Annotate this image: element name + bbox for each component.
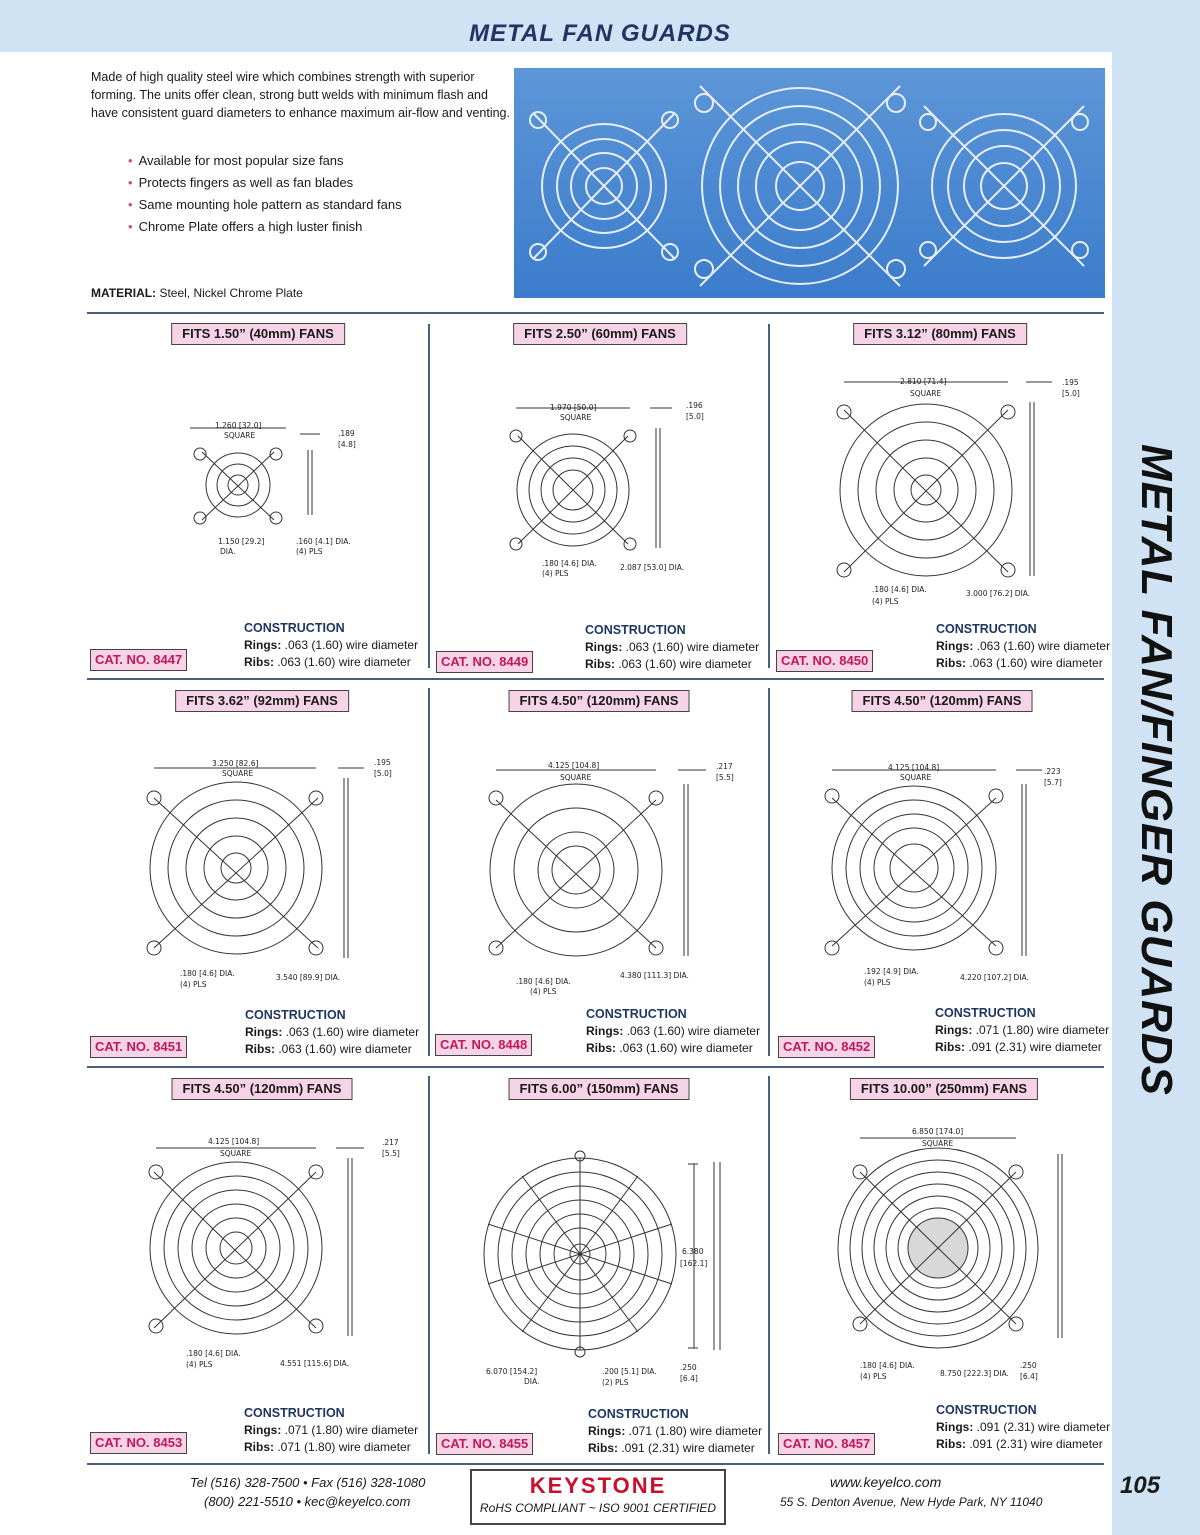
- svg-text:[5.7]: [5.7]: [1044, 778, 1062, 787]
- svg-text:8.750 [222.3] DIA.: 8.750 [222.3] DIA.: [940, 1369, 1009, 1378]
- svg-text:3.000 [76.2] DIA.: 3.000 [76.2] DIA.: [966, 589, 1031, 598]
- divider: [428, 688, 430, 1056]
- fits-label: FITS 3.12” (80mm) FANS: [853, 323, 1027, 345]
- svg-text:(4) PLS: (4) PLS: [860, 1372, 887, 1381]
- divider: [87, 1463, 1104, 1465]
- catalog-number: CAT. NO. 8450: [776, 650, 873, 672]
- sidebar-title: METAL FAN/FINGER GUARDS: [1132, 443, 1181, 1097]
- catalog-number: CAT. NO. 8457: [778, 1433, 875, 1455]
- svg-text:SQUARE: SQUARE: [560, 413, 592, 422]
- list-item: • Same mounting hole pattern as standard fans: [128, 197, 402, 212]
- construction-spec: CONSTRUCTION Rings: .063 (1.60) wire diameter Ribs: .063 (1.60) wire diameter: [245, 1008, 420, 1056]
- svg-text:.195: .195: [1062, 378, 1079, 387]
- construction-spec: CONSTRUCTION Rings: .091 (2.31) wire diameter Ribs: .091 (2.31) wire diameter: [936, 1403, 1111, 1451]
- svg-text:(4) PLS: (4) PLS: [864, 978, 891, 987]
- svg-text:4.125 [104.8]: 4.125 [104.8]: [888, 763, 940, 772]
- svg-text:.180 [4.6] DIA.: .180 [4.6] DIA.: [872, 585, 927, 594]
- catalog-number: CAT. NO. 8451: [90, 1036, 187, 1058]
- catalog-number: CAT. NO. 8447: [90, 649, 187, 671]
- material-line: MATERIAL: Steel, Nickel Chrome Plate: [91, 286, 303, 300]
- divider: [87, 1066, 1104, 1068]
- construction-spec: CONSTRUCTION Rings: .071 (1.80) wire diameter Ribs: .091 (2.31) wire diameter: [935, 1006, 1110, 1054]
- svg-text:6.070 [154.2]: 6.070 [154.2]: [486, 1367, 538, 1376]
- divider: [768, 324, 770, 668]
- svg-text:.196: .196: [686, 401, 703, 410]
- svg-text:(4) PLS: (4) PLS: [186, 1360, 213, 1369]
- divider: [428, 1076, 430, 1454]
- page-header: [0, 0, 1112, 52]
- svg-text:.180 [4.6] DIA.: .180 [4.6] DIA.: [542, 559, 597, 568]
- svg-text:1.260 [32.0]: 1.260 [32.0]: [215, 421, 262, 430]
- guard-drawing-8457: [826, 1124, 1090, 1384]
- svg-text:[5.5]: [5.5]: [382, 1149, 400, 1158]
- catalog-number: CAT. NO. 8449: [436, 651, 533, 673]
- svg-text:1.150 [29.2]: 1.150 [29.2]: [218, 537, 265, 546]
- svg-text:(4) PLS: (4) PLS: [296, 547, 323, 556]
- svg-text:.223: .223: [1044, 767, 1061, 776]
- guard-drawing-8455: [476, 1150, 726, 1390]
- fits-label: FITS 4.50” (120mm) FANS: [852, 690, 1033, 712]
- svg-text:.192 [4.9] DIA.: .192 [4.9] DIA.: [864, 967, 919, 976]
- guard-drawing-8447: [170, 420, 370, 560]
- svg-text:6.380: 6.380: [682, 1247, 704, 1256]
- svg-text:2.087 [53.0] DIA.: 2.087 [53.0] DIA.: [620, 563, 685, 572]
- keystone-logo: KEYSTONE RoHS COMPLIANT ~ ISO 9001 CERTIFIED: [470, 1469, 726, 1525]
- fits-label: FITS 4.50” (120mm) FANS: [509, 690, 690, 712]
- list-item: • Available for most popular size fans: [128, 153, 344, 168]
- svg-text:.250: .250: [680, 1363, 697, 1372]
- svg-text:.217: .217: [382, 1138, 399, 1147]
- svg-text:.160 [4.1] DIA.: .160 [4.1] DIA.: [296, 537, 351, 546]
- construction-spec: CONSTRUCTION Rings: .063 (1.60) wire diameter Ribs: .063 (1.60) wire diameter: [585, 623, 760, 671]
- svg-text:SQUARE: SQUARE: [560, 773, 592, 782]
- footer-tollfree: (800) 221-5510 • kec@keyelco.com: [204, 1494, 411, 1509]
- svg-text:DIA.: DIA.: [524, 1377, 540, 1386]
- fits-label: FITS 3.62” (92mm) FANS: [175, 690, 349, 712]
- guard-drawing-8452: [820, 760, 1090, 996]
- guard-drawing-8449: [500, 398, 720, 588]
- svg-text:SQUARE: SQUARE: [220, 1149, 252, 1158]
- svg-text:[5.0]: [5.0]: [686, 412, 704, 421]
- svg-text:(4) PLS: (4) PLS: [530, 987, 557, 996]
- svg-text:.180 [4.6] DIA.: .180 [4.6] DIA.: [186, 1349, 241, 1358]
- catalog-number: CAT. NO. 8448: [435, 1034, 532, 1056]
- construction-spec: CONSTRUCTION Rings: .071 (1.80) wire diameter Ribs: .071 (1.80) wire diameter: [244, 1406, 419, 1454]
- guard-drawing-8453: [140, 1136, 410, 1372]
- guard-drawing-8451: [140, 758, 410, 994]
- guard-drawing-8450: [830, 376, 1090, 606]
- construction-spec: CONSTRUCTION Rings: .063 (1.60) wire diameter Ribs: .063 (1.60) wire diameter: [586, 1007, 761, 1055]
- svg-text:SQUARE: SQUARE: [224, 431, 256, 440]
- intro-paragraph: Made of high quality steel wire which combines strength with superior forming. The units offer clean, strong butt welds with minimum flash and have consistent guard diameters to enhance maximum air-flow and venting.: [91, 70, 510, 120]
- svg-text:[4.8]: [4.8]: [338, 440, 356, 449]
- product-photo: [514, 68, 1105, 298]
- guard-drawing-8448: [480, 760, 750, 1000]
- list-item: • Chrome Plate offers a high luster finish: [128, 219, 363, 234]
- svg-text:(2) PLS: (2) PLS: [602, 1378, 629, 1387]
- catalog-number: CAT. NO. 8455: [436, 1433, 533, 1455]
- svg-text:[5.0]: [5.0]: [374, 769, 392, 778]
- divider: [768, 1076, 770, 1454]
- svg-text:[162.1]: [162.1]: [680, 1259, 708, 1268]
- svg-text:4.125 [104.8]: 4.125 [104.8]: [548, 761, 600, 770]
- svg-text:.250: .250: [1020, 1361, 1037, 1370]
- fits-label: FITS 4.50” (120mm) FANS: [172, 1078, 353, 1100]
- svg-text:3.250 [82.6]: 3.250 [82.6]: [212, 759, 259, 768]
- svg-text:SQUARE: SQUARE: [900, 773, 932, 782]
- svg-text:.180 [4.6] DIA.: .180 [4.6] DIA.: [180, 969, 235, 978]
- footer-phone: Tel (516) 328-7500 • Fax (516) 328-1080: [190, 1475, 426, 1490]
- page-title: METAL FAN GUARDS: [469, 20, 731, 47]
- svg-text:4.125 [104.8]: 4.125 [104.8]: [208, 1137, 260, 1146]
- list-item: • Protects fingers as well as fan blades: [128, 175, 354, 190]
- svg-text:4.220 [107.2] DIA.: 4.220 [107.2] DIA.: [960, 973, 1029, 982]
- certifications: RoHS COMPLIANT ~ ISO 9001 CERTIFIED: [479, 1501, 717, 1515]
- svg-text:1.970 [50.0]: 1.970 [50.0]: [550, 403, 597, 412]
- svg-text:[5.5]: [5.5]: [716, 773, 734, 782]
- svg-text:[6.4]: [6.4]: [680, 1374, 698, 1383]
- divider: [87, 678, 1104, 680]
- svg-text:2.810 [71.4]: 2.810 [71.4]: [900, 377, 947, 386]
- catalog-number: CAT. NO. 8453: [90, 1432, 187, 1454]
- catalog-number: CAT. NO. 8452: [778, 1036, 875, 1058]
- svg-text:.189: .189: [338, 429, 355, 438]
- construction-spec: CONSTRUCTION Rings: .063 (1.60) wire diameter Ribs: .063 (1.60) wire diameter: [936, 622, 1111, 670]
- divider: [768, 688, 770, 1056]
- svg-text:SQUARE: SQUARE: [910, 389, 942, 398]
- footer-website[interactable]: www.keyelco.com: [830, 1474, 942, 1490]
- fits-label: FITS 1.50” (40mm) FANS: [171, 323, 345, 345]
- svg-text:3.540 [89.9] DIA.: 3.540 [89.9] DIA.: [276, 973, 341, 982]
- svg-text:(4) PLS: (4) PLS: [542, 569, 569, 578]
- fits-label: FITS 10.00” (250mm) FANS: [850, 1078, 1038, 1100]
- svg-text:DIA.: DIA.: [220, 547, 236, 556]
- construction-spec: CONSTRUCTION Rings: .063 (1.60) wire diameter Ribs: .063 (1.60) wire diameter: [244, 621, 419, 669]
- svg-text:SQUARE: SQUARE: [222, 769, 254, 778]
- divider: [87, 312, 1104, 314]
- fits-label: FITS 2.50” (60mm) FANS: [513, 323, 687, 345]
- svg-text:6.850 [174.0]: 6.850 [174.0]: [912, 1127, 964, 1136]
- svg-text:.200 [5.1] DIA.: .200 [5.1] DIA.: [602, 1367, 657, 1376]
- construction-spec: CONSTRUCTION Rings: .071 (1.80) wire diameter Ribs: .091 (2.31) wire diameter: [588, 1407, 763, 1455]
- fits-label: FITS 6.00” (150mm) FANS: [509, 1078, 690, 1100]
- svg-text:.180 [4.6] DIA.: .180 [4.6] DIA.: [516, 977, 571, 986]
- feature-list: [128, 150, 402, 238]
- svg-text:.195: .195: [374, 758, 391, 767]
- footer-address: 55 S. Denton Avenue, New Hyde Park, NY 11040: [780, 1495, 1043, 1509]
- svg-text:(4) PLS: (4) PLS: [872, 597, 899, 606]
- svg-text:[6.4]: [6.4]: [1020, 1372, 1038, 1381]
- svg-text:(4) PLS: (4) PLS: [180, 980, 207, 989]
- svg-text:4.380 [111.3] DIA.: 4.380 [111.3] DIA.: [620, 971, 689, 980]
- svg-text:.180 [4.6] DIA.: .180 [4.6] DIA.: [860, 1361, 915, 1370]
- svg-text:SQUARE: SQUARE: [922, 1139, 954, 1148]
- svg-text:.217: .217: [716, 762, 733, 771]
- page-number: 105: [1120, 1472, 1161, 1499]
- divider: [428, 324, 430, 668]
- svg-text:4.551 [115.6] DIA.: 4.551 [115.6] DIA.: [280, 1359, 349, 1368]
- svg-text:[5.0]: [5.0]: [1062, 389, 1080, 398]
